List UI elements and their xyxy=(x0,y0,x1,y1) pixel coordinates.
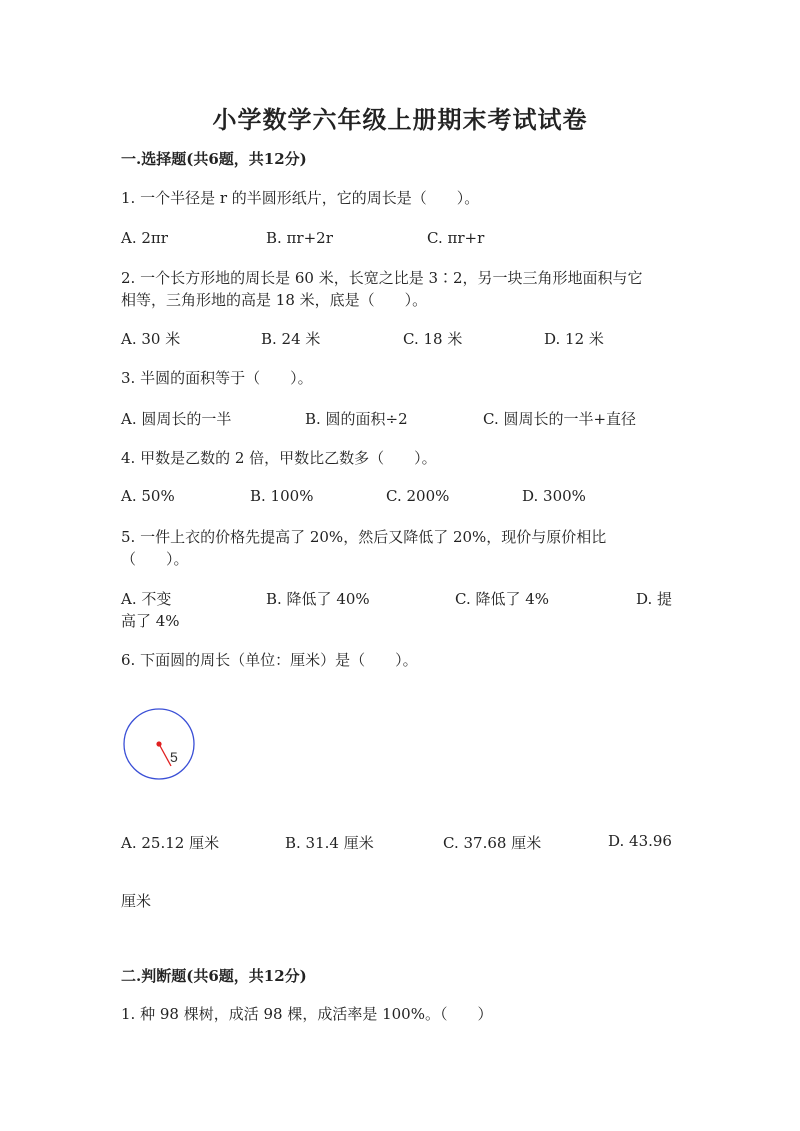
q2-option-d[interactable]: D. 12 米 xyxy=(544,330,604,348)
q6-option-a[interactable]: A. 25.12 厘米 xyxy=(121,834,220,852)
question-2-stem-line-2: 相等，三角形地的高是 18 米，底是（ ）。 xyxy=(121,291,428,309)
q3-option-b[interactable]: B. 圆的面积÷2 xyxy=(305,410,408,428)
q2-option-c[interactable]: C. 18 米 xyxy=(403,330,463,348)
q1-option-a[interactable]: A. 2πr xyxy=(121,229,168,247)
q1-option-b[interactable]: B. πr+2r xyxy=(266,229,333,247)
q4-option-b[interactable]: B. 100% xyxy=(250,487,314,505)
question-2-stem-line-1: 2. 一个长方形地的周长是 60 米，长宽之比是 3∶2，另一块三角形地面积与它 xyxy=(121,269,643,287)
q3-option-a[interactable]: A. 圆周长的一半 xyxy=(121,410,232,428)
q6-option-b[interactable]: B. 31.4 厘米 xyxy=(285,834,374,852)
q6-option-d[interactable]: D. 43.96 xyxy=(608,832,672,850)
q1-option-c[interactable]: C. πr+r xyxy=(427,229,485,247)
page-title: 小学数学六年级上册期末考试试卷 xyxy=(212,105,588,134)
q5-option-c[interactable]: C. 降低了 4% xyxy=(455,590,550,608)
q5-option-d-wrap: 高了 4% xyxy=(121,612,180,630)
center-dot xyxy=(156,741,161,746)
q6-option-c[interactable]: C. 37.68 厘米 xyxy=(443,834,542,852)
q6-option-d-wrap: 厘米 xyxy=(121,892,152,910)
q2-option-b[interactable]: B. 24 米 xyxy=(261,330,321,348)
question-3-stem: 3. 半圆的面积等于（ ）。 xyxy=(121,369,313,387)
section-heading-choice: 一.选择题(共6题，共12分) xyxy=(121,150,307,168)
q4-option-a[interactable]: A. 50% xyxy=(121,487,175,505)
q4-option-d[interactable]: D. 300% xyxy=(522,487,586,505)
q5-option-d[interactable]: D. 提 xyxy=(636,590,673,608)
question-6-stem: 6. 下面圆的周长（单位：厘米）是（ ）。 xyxy=(121,651,418,669)
q5-option-b[interactable]: B. 降低了 40% xyxy=(266,590,370,608)
question-4-stem: 4. 甲数是乙数的 2 倍，甲数比乙数多（ ）。 xyxy=(121,449,437,467)
q4-option-c[interactable]: C. 200% xyxy=(386,487,450,505)
question-5-stem-line-1: 5. 一件上衣的价格先提高了 20%，然后又降低了 20%，现价与原价相比 xyxy=(121,528,607,546)
question-1-stem: 1. 一个半径是 r 的半圆形纸片，它的周长是（ ）。 xyxy=(121,189,480,207)
section-heading-judgment: 二.判断题(共6题，共12分) xyxy=(121,967,307,985)
question-5-stem-line-2: （ ）。 xyxy=(121,550,189,568)
circle-figure xyxy=(120,705,200,785)
q5-option-a[interactable]: A. 不变 xyxy=(121,590,172,608)
q3-option-c[interactable]: C. 圆周长的一半+直径 xyxy=(483,410,637,428)
q2-option-a[interactable]: A. 30 米 xyxy=(121,330,181,348)
judgment-question-1: 1. 种 98 棵树，成活 98 棵，成活率是 100%。（ ） xyxy=(121,1005,493,1023)
radius-label: 5 xyxy=(170,749,178,765)
